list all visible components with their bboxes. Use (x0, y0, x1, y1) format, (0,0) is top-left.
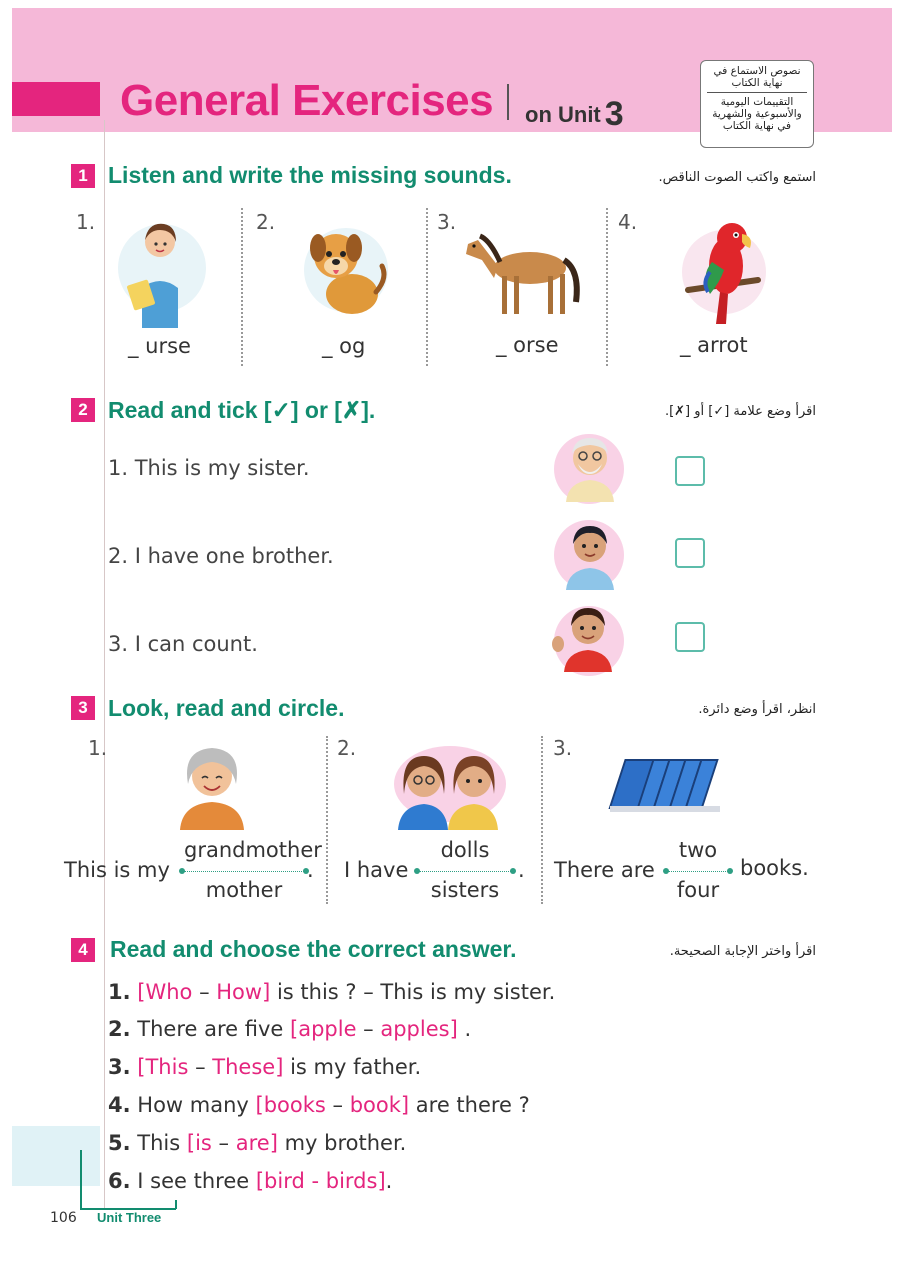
s4-q1-option-b[interactable]: How (216, 980, 263, 1004)
section-3-arabic: انظر، اقرأ وضع دائرة. (698, 702, 816, 717)
s4-q5-pre: This (137, 1131, 187, 1155)
page-title: General Exercises (120, 76, 494, 125)
s1-item-4-word: _ arrot (680, 333, 748, 357)
footer-bracket-tick (175, 1200, 177, 1209)
s4-q5-option-b[interactable]: are (235, 1131, 270, 1155)
s4-q3-post: is my father. (283, 1055, 422, 1079)
s1-item-4-number: 4. (618, 210, 638, 234)
section-4-number: 4 (71, 938, 95, 962)
arabic-note-listening: نصوص الاستماع في نهاية الكتاب (713, 65, 801, 89)
s4-question-3 (108, 1055, 421, 1079)
grandmother-picture (172, 740, 252, 830)
s4-q1-number: 1. (108, 980, 131, 1004)
s3-item-3-dot-right (727, 868, 733, 874)
s4-q3-open: [ (137, 1055, 146, 1079)
grandfather-picture (558, 430, 622, 502)
s3-item-2-option-top[interactable]: dolls (440, 838, 490, 862)
margin-line (104, 120, 105, 1210)
s4-q2-post: . (457, 1017, 472, 1041)
s3-item-3-after: books. (740, 856, 809, 880)
s4-q3-option-a[interactable]: This (145, 1055, 189, 1079)
s3-item-1-answer-line (184, 871, 304, 872)
s4-q6-option-b[interactable]: birds (325, 1169, 378, 1193)
unit-label: Unit Three (97, 1210, 162, 1225)
s4-q4-post: are there ? (409, 1093, 530, 1117)
waving-boy-picture (550, 598, 620, 672)
s4-q3-option-b[interactable]: These (212, 1055, 276, 1079)
s4-question-6 (108, 1169, 392, 1193)
s2-sentence-2: 2. I have one brother. (108, 544, 334, 568)
s4-question-5 (108, 1131, 406, 1155)
corner-tint (12, 1126, 100, 1186)
s3-item-2-answer-line (419, 871, 511, 872)
unit-number: 3 (604, 95, 624, 133)
s1-item-1-number: 1. (76, 210, 96, 234)
s2-sentence-3: 3. I can count. (108, 632, 258, 656)
s3-item-2-before: I have (344, 858, 409, 882)
tick-box-2[interactable] (675, 538, 705, 568)
s4-q6-sep: - (304, 1169, 326, 1193)
s4-q4-open: [ (255, 1093, 264, 1117)
section-1-arabic: استمع واكتب الصوت الناقص. (658, 170, 816, 185)
s4-q2-open: [ (290, 1017, 299, 1041)
s4-q4-option-b[interactable]: book (349, 1093, 401, 1117)
s1-item-2-word: _ og (322, 334, 366, 358)
s4-q4-pre: How many (137, 1093, 256, 1117)
s1-item-2-number: 2. (256, 210, 276, 234)
arabic-note-divider (707, 92, 807, 93)
s4-q6-post: . (385, 1169, 393, 1193)
s4-q3-number: 3. (108, 1055, 131, 1079)
s4-q4-option-a[interactable]: books (263, 1093, 326, 1117)
section-3-number: 3 (71, 696, 95, 720)
s4-q6-option-a[interactable]: bird (264, 1169, 305, 1193)
s4-q2-close: ] (449, 1017, 458, 1041)
s1-divider-1 (241, 208, 243, 366)
arabic-note-box (700, 60, 814, 148)
s4-q6-close: ] (377, 1169, 386, 1193)
s4-question-2 (108, 1017, 471, 1041)
boy-picture (560, 518, 620, 590)
s4-q1-option-a[interactable]: Who (145, 980, 193, 1004)
unit-subtitle (525, 92, 624, 131)
footer-bracket-vertical (80, 1150, 82, 1208)
s3-item-2-after: . (518, 858, 525, 882)
s4-q6-number: 6. (108, 1169, 131, 1193)
header-accent-bar (12, 82, 100, 116)
s4-question-4 (108, 1093, 530, 1117)
s4-q3-close: ] (275, 1055, 284, 1079)
s4-q5-open: [ (186, 1131, 196, 1155)
s4-q6-open: [ (255, 1169, 265, 1193)
s4-q5-option-a[interactable]: is (195, 1131, 212, 1155)
section-1-number: 1 (71, 164, 95, 188)
s3-item-1-option-top[interactable]: grandmother (184, 838, 322, 862)
s3-item-2-number: 2. (337, 736, 357, 760)
sisters-picture (392, 744, 506, 830)
section-2-number: 2 (71, 398, 95, 422)
s1-divider-3 (606, 208, 608, 366)
s3-item-3-option-bottom[interactable]: four (676, 878, 720, 902)
s4-q2-option-b[interactable]: apples (380, 1017, 450, 1041)
arabic-note-assessments: التقييمات اليومية والأسبوعية والشهرية في نهاية الكتاب (712, 96, 802, 132)
parrot-picture (680, 216, 766, 330)
s1-divider-2 (426, 208, 428, 366)
s2-sentence-1: 1. This is my sister. (108, 456, 310, 480)
s3-item-1-before: This is my (64, 858, 170, 882)
section-2-title: Read and tick [✓] or [✗]. (108, 397, 376, 423)
s4-q2-number: 2. (108, 1017, 131, 1041)
s4-q1-close: ] (262, 980, 271, 1004)
s4-q2-option-a[interactable]: apple (298, 1017, 357, 1041)
s3-item-3-answer-line (668, 871, 728, 872)
horse-picture (460, 226, 584, 322)
tick-box-3[interactable] (675, 622, 705, 652)
s3-item-3-before: There are (554, 858, 655, 882)
page-number: 106 (50, 1210, 77, 1226)
s4-q4-number: 4. (108, 1093, 131, 1117)
section-4-title: Read and choose the correct answer. (110, 936, 517, 962)
s4-q5-close: ] (269, 1131, 278, 1155)
s4-q5-post: my brother. (277, 1131, 407, 1155)
section-1-title: Listen and write the missing sounds. (108, 162, 512, 188)
books-picture (606, 752, 736, 816)
s4-q1-sep: – (192, 980, 217, 1004)
s4-q2-pre: There are five (137, 1017, 290, 1041)
s3-item-3-option-top[interactable]: two (678, 838, 718, 862)
s3-item-2-dot-right (510, 868, 516, 874)
s4-question-1 (108, 980, 555, 1004)
s1-item-3-word: _ orse (496, 333, 559, 357)
title-separator (507, 84, 509, 120)
s4-q1-post: is this ? – This is my sister. (270, 980, 556, 1004)
s1-item-3-number: 3. (437, 210, 457, 234)
s4-q2-sep: – (356, 1017, 381, 1041)
s4-q4-sep: – (325, 1093, 350, 1117)
on-unit-label: on Unit (525, 102, 601, 127)
nurse-picture (112, 208, 208, 328)
s4-q4-close: ] (400, 1093, 410, 1117)
s4-q5-number: 5. (108, 1131, 131, 1155)
dog-picture (296, 222, 396, 322)
s3-item-3-number: 3. (553, 736, 573, 760)
s4-q3-sep: – (188, 1055, 213, 1079)
s4-q6-pre: I see three (137, 1169, 256, 1193)
section-4-arabic: اقرأ واختر الإجابة الصحيحة. (669, 944, 816, 959)
s4-q5-sep: – (211, 1131, 236, 1155)
s3-item-2-option-bottom[interactable]: sisters (430, 878, 500, 902)
s1-item-1-word: _ urse (128, 334, 191, 358)
s3-divider-1 (326, 736, 328, 904)
s4-q1-open: [ (137, 980, 146, 1004)
s3-item-1-option-bottom[interactable]: mother (205, 878, 283, 902)
s3-item-1-number: 1. (88, 736, 108, 760)
s3-divider-2 (541, 736, 543, 904)
tick-box-1[interactable] (675, 456, 705, 486)
section-3-title: Look, read and circle. (108, 695, 345, 721)
section-2-arabic: اقرأ وضع علامة [✓] أو [✗]. (664, 404, 816, 419)
s3-item-1-after: . (307, 858, 314, 882)
